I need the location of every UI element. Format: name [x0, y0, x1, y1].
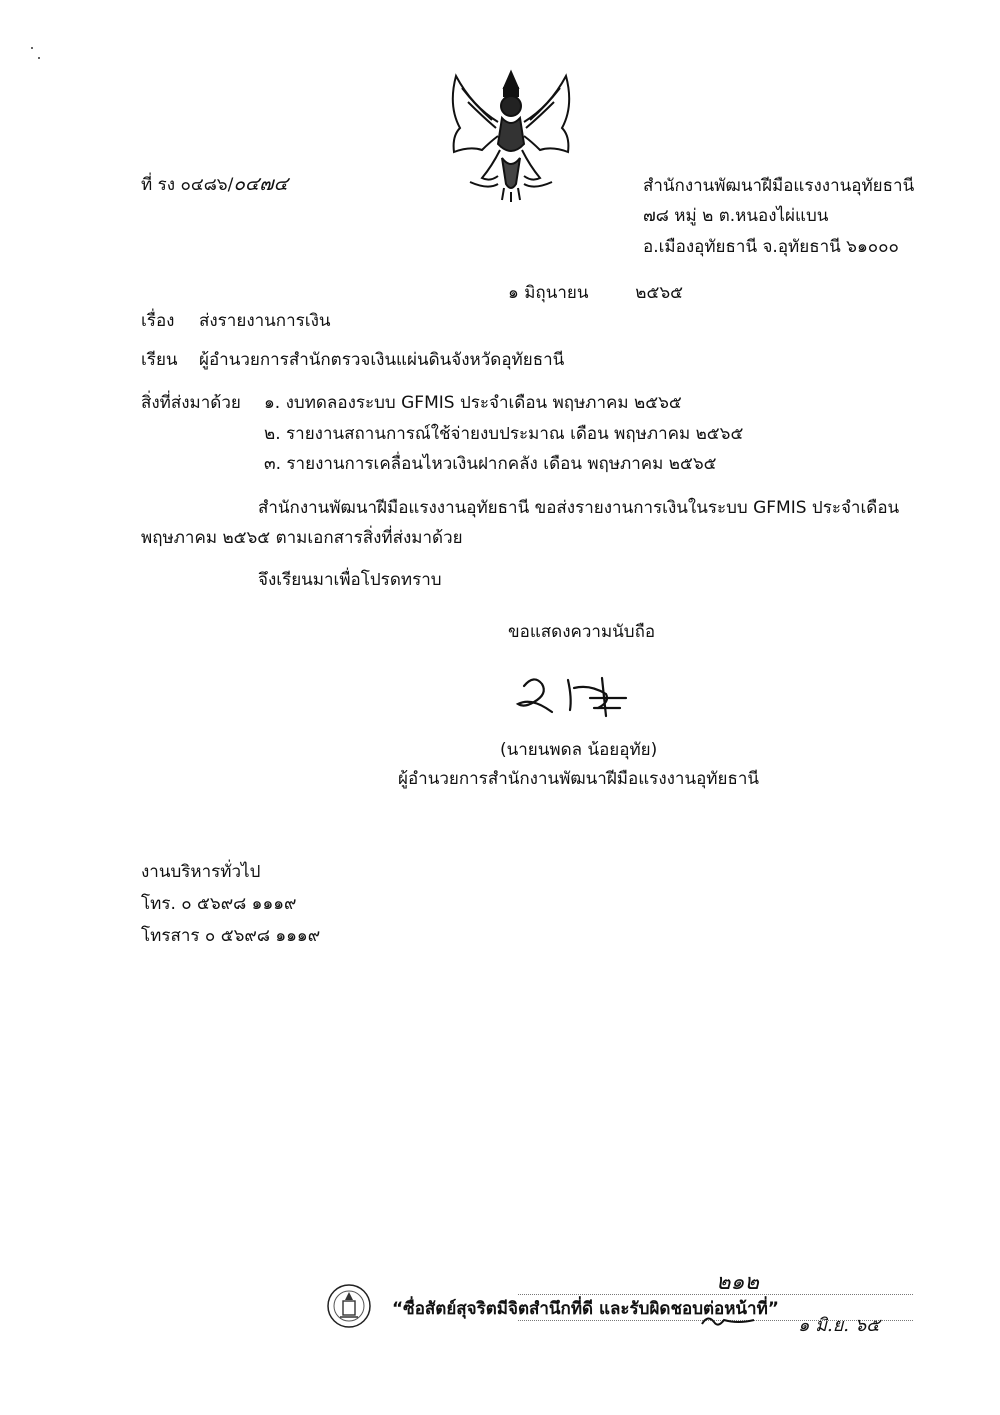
body-paragraph-line2: พฤษภาคม ๒๕๖๕ ตามเอกสารสิ่งที่ส่งมาด้วย — [141, 528, 463, 548]
garuda-emblem-icon — [442, 66, 580, 206]
stamp-date-handwriting: ๑ มิ.ย. ๖๕ — [798, 1315, 880, 1336]
contact-department: งานบริหารทั่วไป — [141, 862, 261, 882]
scan-speck — [31, 47, 33, 49]
scan-speck — [38, 57, 40, 59]
signatory-position: ผู้อำนวยการสำนักงานพัฒนาฝีมือแรงงานอุทัยธานี — [398, 769, 760, 789]
signatory-name: (นายนพดล น้อยอุทัย) — [500, 740, 658, 760]
enclosures-label: สิ่งที่ส่งมาด้วย — [141, 393, 241, 413]
letter-date — [508, 282, 683, 304]
subject-label: เรื่อง — [141, 311, 175, 331]
office-address-line1: ๗๘ หมู่ ๒ ต.หนองไผ่แบน — [643, 206, 829, 226]
salutation: ขอแสดงความนับถือ — [508, 622, 656, 642]
office-address-line2: อ.เมืองอุทัยธานี จ.อุทัยธานี ๖๑๐๐๐ — [643, 237, 899, 257]
date-day-month: ๑ มิถุนายน — [508, 283, 589, 303]
footer-slogan: “ซื่อสัตย์สุจริตมีจิตสำนึกที่ดี และรับผิดชอบต่อหน้าที่” — [392, 1299, 779, 1319]
signature-icon — [510, 668, 650, 724]
enclosure-item: ๒. รายงานสถานการณ์ใช้จ่ายงบประมาณ เดือน พฤษภาคม ๒๕๖๕ — [264, 424, 744, 444]
reference-number — [141, 173, 288, 196]
subject-text: ส่งรายงานการเงิน — [199, 311, 331, 331]
stamp-handwriting: ๒๑๒ — [716, 1270, 759, 1295]
date-year: ๒๕๖๕ — [635, 283, 683, 303]
enclosure-item: ๑. งบทดลองระบบ GFMIS ประจำเดือน พฤษภาคม ๒๕๖๕ — [264, 393, 682, 413]
recipient-text: ผู้อำนวยการสำนักตรวจเงินแผ่นดินจังหวัดอุทัยธานี — [199, 350, 565, 370]
body-paragraph-line1: สำนักงานพัฒนาฝีมือแรงงานอุทัยธานี ขอส่งรายงานการเงินในระบบ GFMIS ประจำเดือน — [258, 498, 900, 518]
contact-fax: โทรสาร ๐ ๕๖๙๘ ๑๑๑๙ — [141, 926, 321, 946]
reference-handwritten: ๐๔๗๔ — [233, 173, 288, 195]
department-seal-icon — [326, 1283, 372, 1329]
closing-line: จึงเรียนมาเพื่อโปรดทราบ — [258, 570, 442, 590]
recipient-label: เรียน — [141, 350, 178, 370]
contact-phone: โทร. ๐ ๕๖๙๘ ๑๑๑๙ — [141, 894, 297, 914]
office-name: สำนักงานพัฒนาฝีมือแรงงานอุทัยธานี — [643, 176, 915, 196]
enclosure-item: ๓. รายงานการเคลื่อนไหวเงินฝากคลัง เดือน พฤษภาคม ๒๕๖๕ — [264, 454, 717, 474]
reference-prefix: ที่ รง ๐๔๘๖/ — [141, 175, 234, 195]
